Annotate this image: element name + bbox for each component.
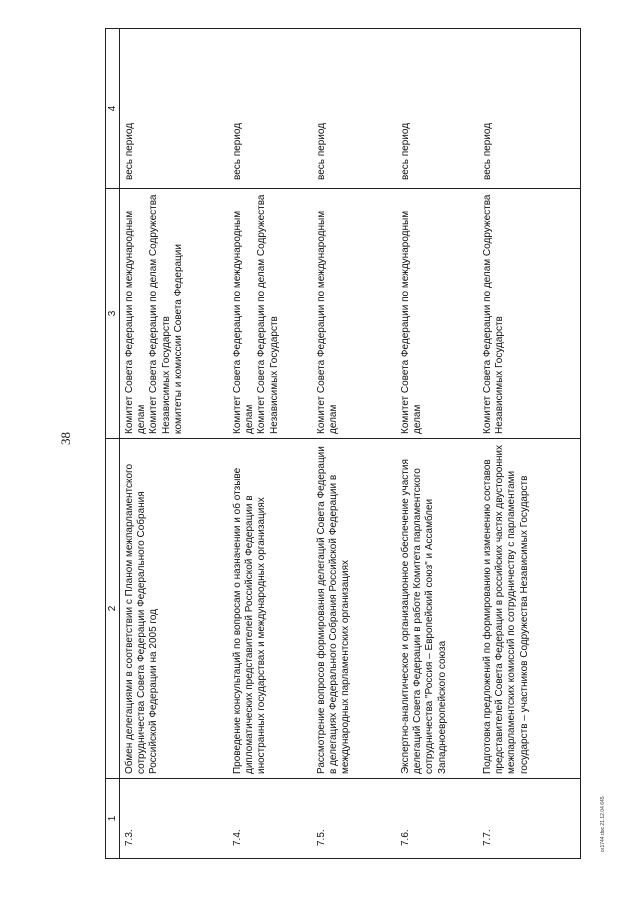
row-action: Проведение консультаций по вопросам о назначении и об отзыве дипломатических представителей Российской Федерации в иностранных государствах и международных организациях [228, 439, 312, 779]
row-period: весь период [120, 29, 229, 189]
row-action: Рассмотрение вопросов формирования делегаций Совета Федерации в делегациях Федерального Собрания Российской Федерации в международных парламентских организациях [312, 439, 396, 779]
column-header-3: 3 [106, 189, 120, 439]
row-period: весь период [478, 29, 581, 189]
page-number: 38 [58, 432, 73, 445]
row-action: Подготовка предложений по формированию и изменению составов представителей Совета Федерации в российских частях двусторонних межпарламентских комиссий по сотрудничеству с парламентами государств – участников Содружества Независимых Государств [478, 439, 581, 779]
row-period: весь период [312, 29, 396, 189]
row-responsible: Комитет Совета Федерации по международным делам [396, 189, 478, 439]
plan-table-container [105, 29, 605, 859]
table-row [396, 29, 478, 859]
column-header-2: 2 [106, 439, 120, 779]
table-row [120, 29, 229, 859]
row-responsible: Комитет Совета Федерации по делам Содружества Независимых Государств [478, 189, 581, 439]
table-row [478, 29, 581, 859]
row-action: Экспертно-аналитическое и организационное обеспечение участия делегаций Совета Федерации в работе Комитета парламентского сотрудничества "Россия – Европейский союз" и Ассамблеи Западноевропейского союза [396, 439, 478, 779]
table-header-row [106, 29, 120, 859]
row-number: 7.6. [396, 779, 478, 859]
row-number: 7.7. [478, 779, 581, 859]
row-action: Обмен делегациями в соответствии с Планом межпарламентского сотрудничества Совета Федерации Федерального Собрания Российской Федерации на 2005 год [120, 439, 229, 779]
row-number: 7.3. [120, 779, 229, 859]
column-header-1: 1 [106, 779, 120, 859]
row-responsible: Комитет Совета Федерации по международным делам [312, 189, 396, 439]
row-responsible: Комитет Совета Федерации по международным делам Комитет Совета Федерации по делам Содружества Независимых Государств комитеты и комиссии Совета Федерации [120, 189, 229, 439]
row-responsible: Комитет Совета Федерации по международным делам Комитет Совета Федерации по делам Содружества Независимых Государств [228, 189, 312, 439]
table-row [228, 29, 312, 859]
column-header-4: 4 [106, 29, 120, 189]
row-number: 7.5. [312, 779, 396, 859]
table-row [312, 29, 396, 859]
row-period: весь период [228, 29, 312, 189]
footer-code: or1744.doc 21.12.04 645 [600, 796, 606, 852]
plan-table [105, 28, 581, 859]
row-period: весь период [396, 29, 478, 189]
row-number: 7.4. [228, 779, 312, 859]
